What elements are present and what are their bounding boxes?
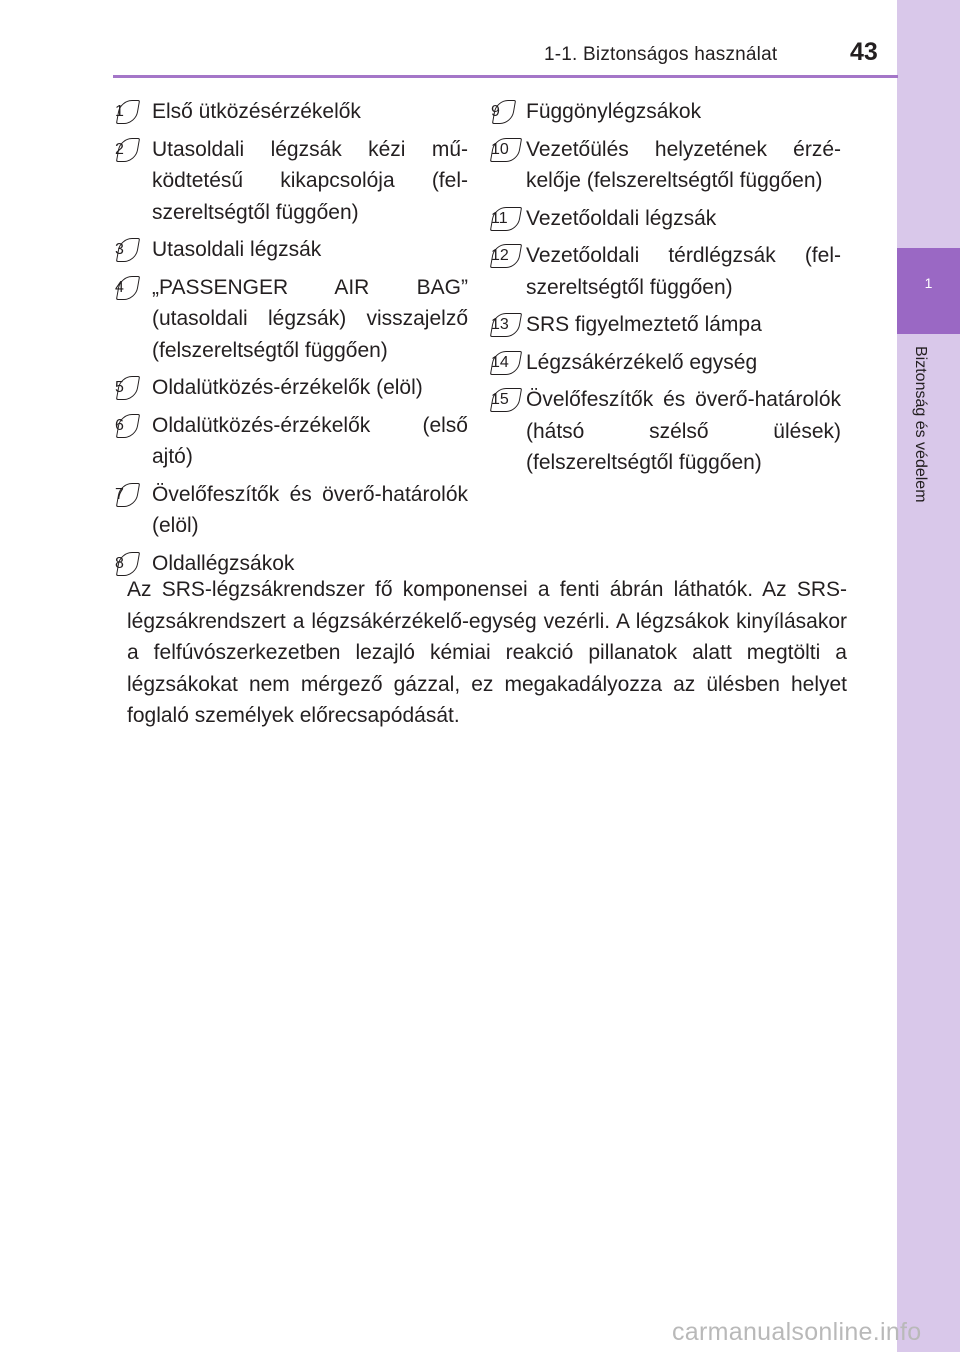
component-list-left: [113, 96, 468, 585]
list-item-text: „PASSENGER AIR BAG” (utasoldali légzsák) visszajelző (felszereltségtől függően): [152, 275, 468, 362]
list-item-text: Vezetőoldali térdlégzsák (felszereltségtől függően): [526, 244, 841, 299]
item-number-badge: 4: [115, 276, 139, 300]
list-item-text: Oldallégzsákok: [152, 551, 295, 575]
list-item-text: Légzsákérzékelő egység: [526, 350, 758, 374]
item-number-badge: 2: [115, 138, 139, 162]
list-item-text: Utasoldali légzsák kézi működtetésű kikapcsolója (felszereltségtől függően): [152, 137, 468, 224]
list-item-text: Első ütközésérzékelők: [152, 100, 361, 123]
list-item-text: Oldalütközés-érzékelők (első ajtó): [152, 413, 468, 468]
item-number-badge: 15: [491, 388, 521, 412]
page-number: 43: [850, 38, 878, 66]
chapter-title-tab: Biztonság és védelem: [912, 346, 929, 503]
list-item: [113, 479, 468, 542]
list-item-text: Övelőfeszítők és överő-határolók (hátsó szélső ülések) (felszereltségtől függően): [526, 388, 841, 474]
item-number-badge: 14: [491, 351, 521, 375]
list-item: [489, 203, 841, 235]
list-item: [489, 347, 841, 379]
item-number-badge: 8: [115, 552, 139, 576]
list-item-text: Övelőfeszítők és överő-határolók (elöl): [152, 482, 468, 537]
item-number-badge: 11: [491, 207, 521, 231]
item-number-badge: 10: [491, 138, 521, 162]
item-number-badge: 13: [491, 313, 521, 337]
item-number-badge: 3: [115, 238, 139, 262]
list-item: [113, 410, 468, 473]
header-divider: [113, 75, 898, 78]
list-item: [113, 134, 468, 229]
list-item: [489, 96, 841, 128]
item-number-badge: 7: [115, 483, 139, 507]
list-item: [113, 96, 468, 128]
body-paragraph: Az SRS-légzsákrendszer fő komponensei a fenti ábrán láthatók. Az SRS-légzsákrendszert a légzsákérzékelő-egység vezérli. A légzsákok kinyílásakor a felfúvószerkezetben lezajló kémiai reakció pillanatok alatt megtölti a légzsákokat nem mérgező gázzal, ez megakadályozza az ülésben helyet foglaló személyek előrecsapódását.: [127, 578, 847, 727]
list-item: [489, 134, 841, 197]
list-item-text: Utasoldali légzsák: [152, 238, 322, 261]
list-item: [489, 384, 841, 479]
section-title: 1-1. Biztonságos használat: [544, 44, 778, 65]
component-list-right: [489, 96, 841, 485]
item-number-badge: 1: [115, 100, 139, 124]
chapter-number-tab[interactable]: 1: [897, 248, 960, 334]
item-number-badge: 9: [491, 100, 515, 124]
list-item: [113, 234, 468, 266]
list-item: [489, 309, 841, 341]
list-item-text: SRS figyelmeztető lámpa: [526, 313, 762, 336]
watermark-text: carmanualsonline.info: [672, 1318, 922, 1346]
item-number-badge: 12: [491, 244, 521, 268]
list-item-text: Vezetőülés helyzetének érzékelője (felszereltségtől függően): [526, 137, 841, 192]
item-number-badge: 6: [115, 414, 139, 438]
list-item: [113, 272, 468, 367]
list-item-text: Függönylégzsákok: [526, 100, 702, 123]
list-item-text: Oldalütközés-érzékelők (elöl): [152, 376, 423, 399]
list-item: [113, 372, 468, 404]
list-item: [489, 240, 841, 303]
item-number-badge: 5: [115, 376, 139, 400]
list-item-text: Vezetőoldali légzsák: [526, 206, 717, 230]
chapter-side-tab: [897, 0, 960, 1352]
